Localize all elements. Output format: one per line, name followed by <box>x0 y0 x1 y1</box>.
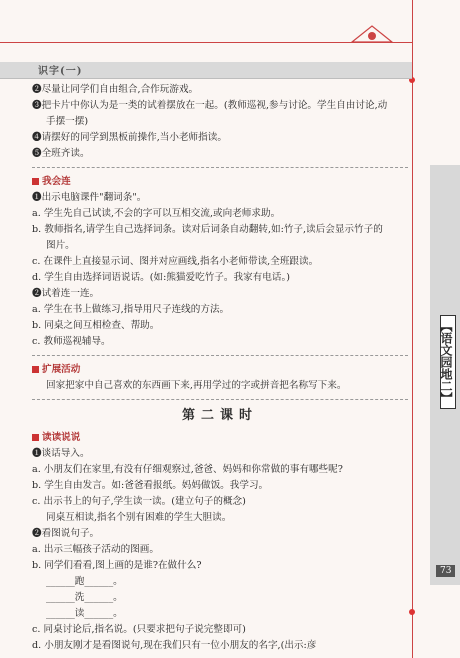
chapter-title: 第二课时 <box>181 408 258 423</box>
margin-dot-icon <box>409 609 415 615</box>
text-line: 同桌互相读,指名个别有困难的学生大胆读。 <box>46 512 232 523</box>
text-line: ❹请摆好的同学到黑板前操作,当小老师指读。 <box>32 132 227 143</box>
text-line: d. 学生自由选择词语说话。(如:熊猫爱吃竹子。我家有电话。) <box>32 272 291 283</box>
divider <box>32 355 408 356</box>
divider <box>32 167 408 168</box>
section-heading-text: 读读说说 <box>42 432 81 443</box>
text-line: a. 学生先自己试读,不会的字可以互相交流,或向老师求助。 <box>32 208 281 219</box>
text-line: ❺全班齐读。 <box>32 148 90 159</box>
text-line: ❷试着连一连。 <box>32 288 100 299</box>
text-line: c. 在课件上直接显示词、图并对应画线,指名小老师带读,全班跟读。 <box>32 256 319 267</box>
fill-blank-line: ______读______。 <box>46 608 123 619</box>
text-line: d. 小朋友刚才是看图说句,现在我们只有一位小朋友的名字,(出示:彦 <box>32 640 317 651</box>
text-line: b. 同桌之间互相检查、帮助。 <box>32 320 160 331</box>
text-line: a. 出示三幅孩子活动的图画。 <box>32 544 159 555</box>
section-heading-text: 扩展活动 <box>42 364 81 375</box>
page-number: 73 <box>436 565 455 577</box>
divider <box>32 399 408 400</box>
text-line: 回家把家中自己喜欢的东西画下来,再用学过的字或拼音把名称写下来。 <box>46 380 347 391</box>
text-line: b. 同学们看看,图上画的是谁?在做什么? <box>32 560 202 571</box>
fill-blank-line: ______洗______。 <box>46 592 123 603</box>
section-heading-text: 我会连 <box>42 176 71 187</box>
bullet-icon <box>32 366 39 373</box>
text-line: c. 同桌讨论后,指名说。(只要求把句子说完整即可) <box>32 624 246 635</box>
section-title: 识字(一) <box>38 66 83 77</box>
bullet-icon <box>32 434 39 441</box>
text-line: ❷尽量让同学们自由组合,合作玩游戏。 <box>32 84 199 95</box>
decorative-ornament-icon <box>350 22 394 46</box>
text-line: ❶出示电脑课件"翻词条"。 <box>32 192 147 203</box>
text-line: 图片。 <box>46 240 75 251</box>
bullet-icon <box>32 178 39 185</box>
margin-rule <box>412 0 413 658</box>
text-line: a. 小朋友们在家里,有没有仔细观察过,爸爸、妈妈和你常做的事有哪些呢? <box>32 464 343 475</box>
section-heading <box>32 362 408 378</box>
fill-blank-line: ______跑______。 <box>46 576 123 587</box>
text-line: 手摆一摆) <box>46 116 89 127</box>
section-heading <box>32 430 408 446</box>
section-heading <box>32 174 408 190</box>
text-line: b. 学生自由发言。如:爸爸看报纸。妈妈做饭。我学习。 <box>32 480 269 491</box>
text-line: ❷看图说句子。 <box>32 528 100 539</box>
text-line: c. 出示书上的句子,学生读一读。(建立句子的概念) <box>32 496 246 507</box>
text-line: ❶谈话导入。 <box>32 448 90 459</box>
text-line: c. 教师巡视辅导。 <box>32 336 111 347</box>
text-line: a. 学生在书上做练习,指导用尺子连线的方法。 <box>32 304 230 315</box>
unit-label: 【语文园地二】 <box>440 315 456 409</box>
text-line: b. 教师指名,请学生自己选择词条。读对后词条自动翻转,如:竹子,读后会显示竹子的 <box>32 224 383 235</box>
text-line: ❸把卡片中你认为是一类的试着摆放在一起。(教师巡视,参与讨论。学生自由讨论,动 <box>32 100 388 111</box>
page-content <box>32 82 408 654</box>
